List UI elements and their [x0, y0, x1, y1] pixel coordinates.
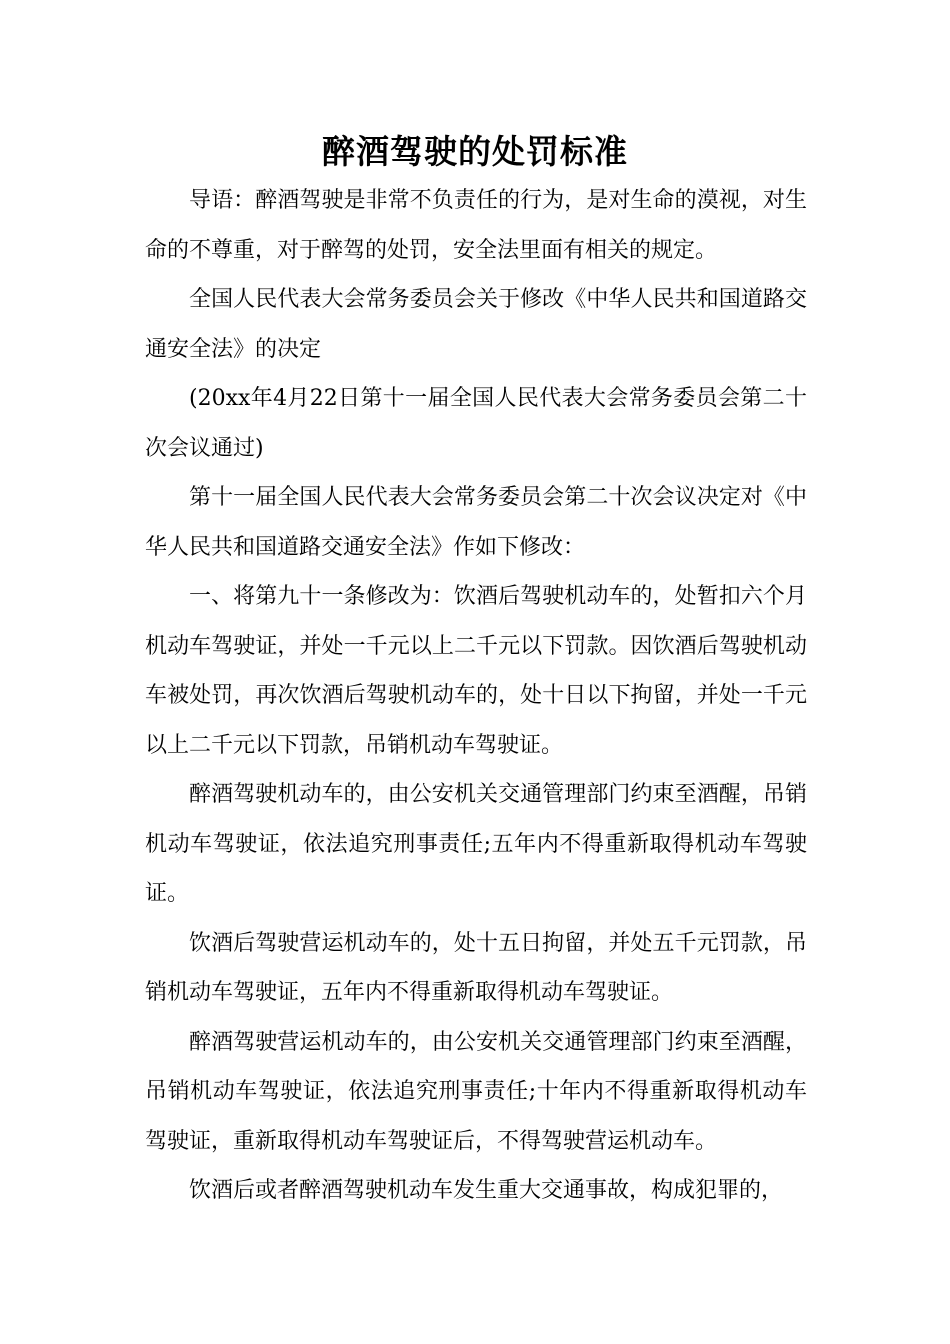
paragraph-decision-statement: 第十一届全国人民代表大会常务委员会第二十次会议决定对《中华人民共和国道路交通安全法》作如下修改： — [145, 485, 807, 560]
paragraph-adoption-date: (20xx年4月22日第十一届全国人民代表大会常务委员会第二十次会议通过) — [145, 386, 807, 461]
paragraph-serious-accident: 饮酒后或者醉酒驾驶机动车发生重大交通事故，构成犯罪的， — [189, 1178, 784, 1203]
paragraph-article-91: 一、将第九十一条修改为：饮酒后驾驶机动车的，处暂扣六个月机动车驾驶证，并处一千元以上二千元以下罚款。因饮酒后驾驶机动车被处罚，再次饮酒后驾驶机动车的，处十日以下拘留，并处一千元以上二千元以下罚款，吊销机动车驾驶证。 — [145, 584, 807, 758]
document-body — [145, 176, 807, 1216]
document-title: 醉酒驾驶的处罚标准 — [322, 132, 628, 171]
paragraph-commercial-drunk: 醉酒驾驶营运机动车的，由公安机关交通管理部门约束至酒醒，吊销机动车驾驶证，依法追究刑事责任;十年内不得重新取得机动车驾驶证，重新取得机动车驾驶证后，不得驾驶营运机动车。 — [145, 1029, 807, 1154]
paragraph-drunk-driving: 醉酒驾驶机动车的，由公安机关交通管理部门约束至酒醒，吊销机动车驾驶证，依法追究刑事责任;五年内不得重新取得机动车驾驶证。 — [145, 782, 807, 906]
paragraph-intro: 导语：醉酒驾驶是非常不负责任的行为，是对生命的漠视，对生命的不尊重，对于醉驾的处罚，安全法里面有相关的规定。 — [145, 188, 807, 263]
paragraph-commercial-drinking: 饮酒后驾驶营运机动车的，处十五日拘留，并处五千元罚款，吊销机动车驾驶证，五年内不得重新取得机动车驾驶证。 — [145, 930, 807, 1005]
paragraph-decision-title: 全国人民代表大会常务委员会关于修改《中华人民共和国道路交通安全法》的决定 — [145, 287, 807, 362]
